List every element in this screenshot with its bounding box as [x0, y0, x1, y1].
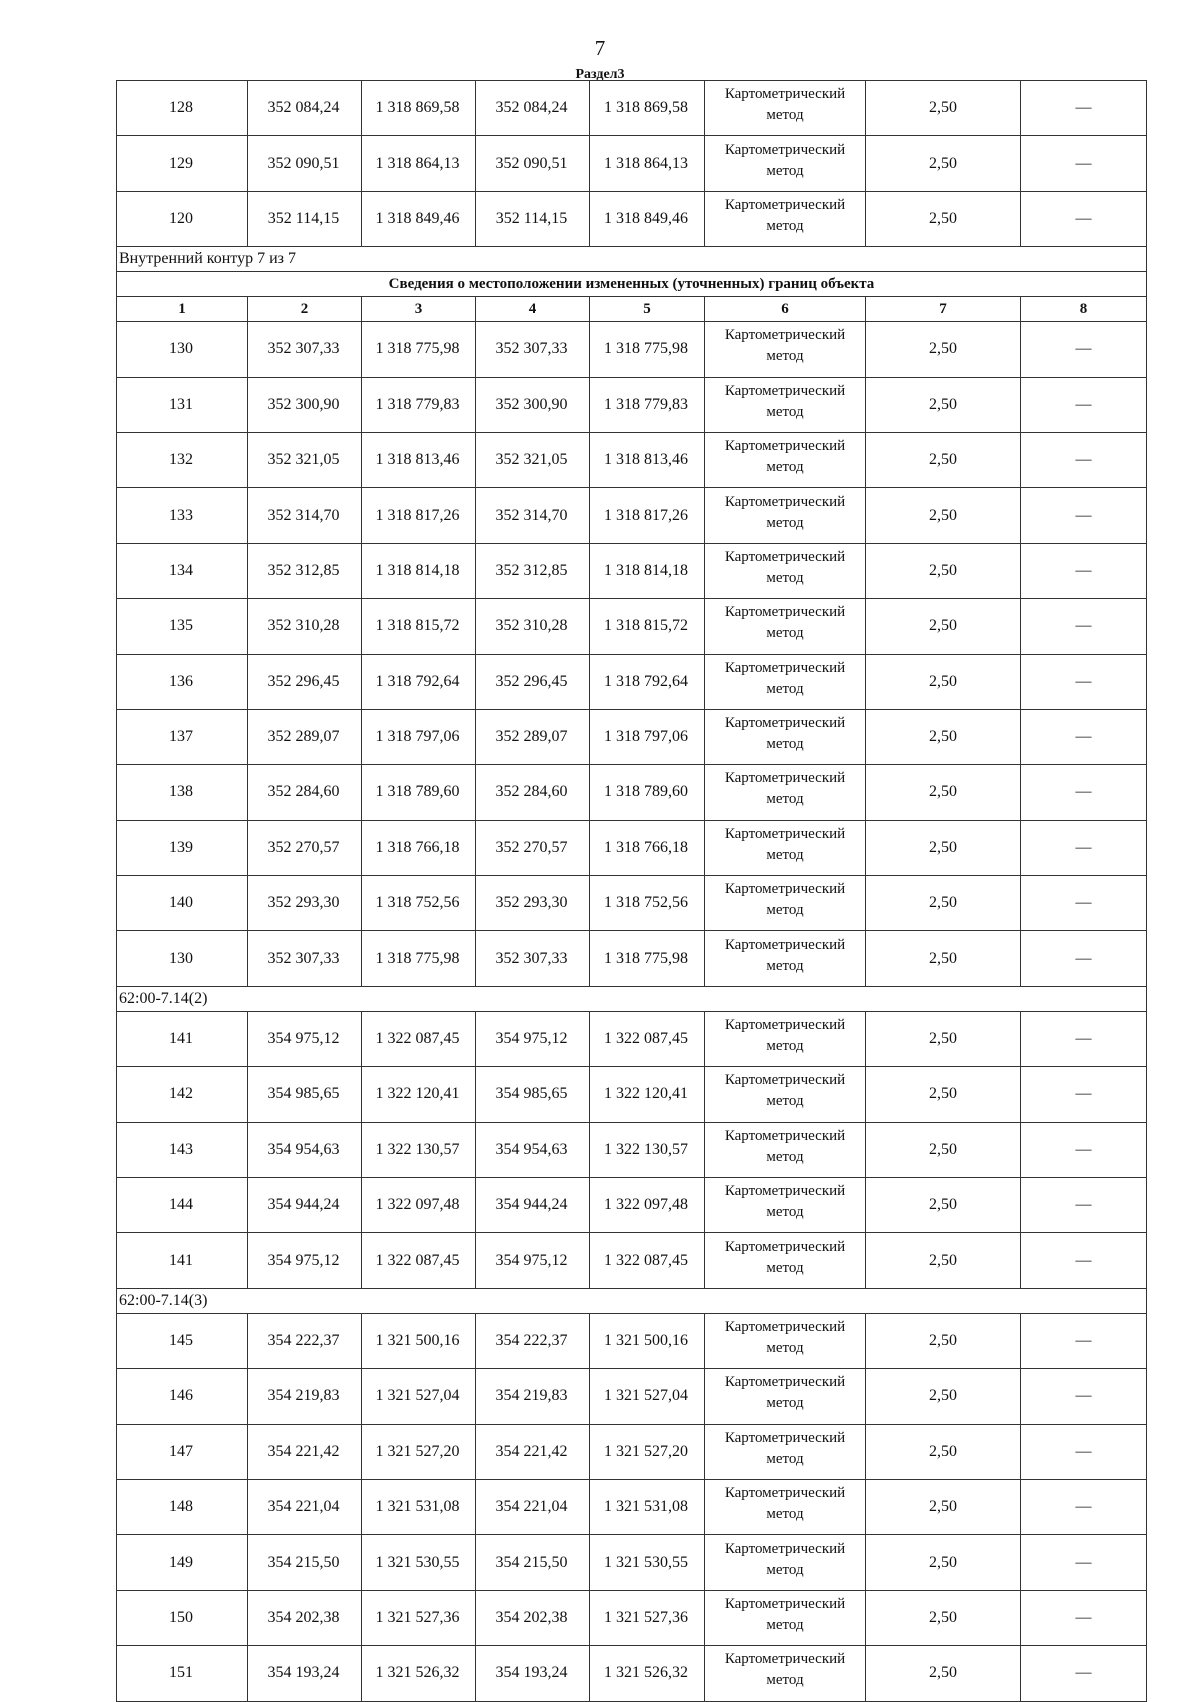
point-number-cell: 141	[117, 1233, 248, 1288]
x-coord-cell: 352 289,07	[476, 709, 590, 764]
method-cell: Картометрический метод	[705, 709, 866, 764]
point-number-cell: 135	[117, 599, 248, 654]
y-coord-cell: 1 322 120,41	[362, 1067, 476, 1122]
y-coord-cell: 1 318 789,60	[362, 765, 476, 820]
method-cell: Картометрический метод	[705, 820, 866, 875]
y-coord-cell: 1 318 849,46	[362, 191, 476, 246]
precision-cell: 2,50	[866, 1122, 1021, 1177]
precision-cell: 2,50	[866, 1424, 1021, 1479]
method-cell: Картометрический метод	[705, 654, 866, 709]
column-number: 8	[1021, 297, 1147, 322]
precision-cell: 2,50	[866, 1011, 1021, 1066]
method-cell: Картометрический метод	[705, 81, 866, 136]
section-title: Раздел3	[575, 67, 625, 82]
precision-cell: 2,50	[866, 136, 1021, 191]
dash-cell: —	[1021, 191, 1147, 246]
x-coord-cell: 352 310,28	[476, 599, 590, 654]
table-row	[117, 820, 1147, 875]
dash-cell: —	[1021, 765, 1147, 820]
method-cell: Картометрический метод	[705, 432, 866, 487]
contour-label: 62:00-7.14(2)	[117, 986, 1147, 1011]
y-coord-cell: 1 321 527,20	[362, 1424, 476, 1479]
dash-cell: —	[1021, 432, 1147, 487]
y-coord-cell: 1 318 817,26	[590, 488, 705, 543]
point-number-cell: 139	[117, 820, 248, 875]
table-row	[117, 81, 1147, 136]
precision-cell: 2,50	[866, 1369, 1021, 1424]
dash-cell: —	[1021, 654, 1147, 709]
point-number-cell: 141	[117, 1011, 248, 1066]
dash-cell: —	[1021, 599, 1147, 654]
x-coord-cell: 352 300,90	[476, 377, 590, 432]
method-cell: Картометрический метод	[705, 1122, 866, 1177]
y-coord-cell: 1 318 815,72	[590, 599, 705, 654]
precision-cell: 2,50	[866, 709, 1021, 764]
y-coord-cell: 1 322 087,45	[590, 1233, 705, 1288]
x-coord-cell: 352 310,28	[248, 599, 362, 654]
method-cell: Картометрический метод	[705, 1011, 866, 1066]
x-coord-cell: 352 307,33	[248, 322, 362, 377]
point-number-cell: 129	[117, 136, 248, 191]
precision-cell: 2,50	[866, 820, 1021, 875]
precision-cell: 2,50	[866, 322, 1021, 377]
y-coord-cell: 1 318 815,72	[362, 599, 476, 654]
dash-cell: —	[1021, 1369, 1147, 1424]
x-coord-cell: 352 084,24	[248, 81, 362, 136]
point-number-cell: 134	[117, 543, 248, 598]
point-number-cell: 140	[117, 876, 248, 931]
precision-cell: 2,50	[866, 1067, 1021, 1122]
precision-cell: 2,50	[866, 1535, 1021, 1590]
y-coord-cell: 1 318 766,18	[362, 820, 476, 875]
x-coord-cell: 352 284,60	[248, 765, 362, 820]
table-row	[117, 1424, 1147, 1479]
precision-cell: 2,50	[866, 654, 1021, 709]
table-row	[117, 876, 1147, 931]
x-coord-cell: 352 296,45	[248, 654, 362, 709]
dash-cell: —	[1021, 1590, 1147, 1645]
dash-cell: —	[1021, 377, 1147, 432]
x-coord-cell: 352 084,24	[476, 81, 590, 136]
y-coord-cell: 1 318 775,98	[590, 931, 705, 986]
precision-cell: 2,50	[866, 1233, 1021, 1288]
dash-cell: —	[1021, 81, 1147, 136]
dash-cell: —	[1021, 543, 1147, 598]
table-row	[117, 765, 1147, 820]
y-coord-cell: 1 318 775,98	[590, 322, 705, 377]
table-row	[117, 1369, 1147, 1424]
table-row	[117, 136, 1147, 191]
x-coord-cell: 352 307,33	[476, 931, 590, 986]
y-coord-cell: 1 318 766,18	[590, 820, 705, 875]
y-coord-cell: 1 318 814,18	[362, 543, 476, 598]
contour-label: Внутренний контур 7 из 7	[117, 247, 1147, 272]
y-coord-cell: 1 318 869,58	[590, 81, 705, 136]
x-coord-cell: 352 090,51	[248, 136, 362, 191]
method-cell: Картометрический метод	[705, 1067, 866, 1122]
table-row	[117, 1535, 1147, 1590]
precision-cell: 2,50	[866, 191, 1021, 246]
table-row	[117, 543, 1147, 598]
column-number: 4	[476, 297, 590, 322]
point-number-cell: 147	[117, 1424, 248, 1479]
method-cell: Картометрический метод	[705, 1646, 866, 1701]
method-cell: Картометрический метод	[705, 1424, 866, 1479]
method-cell: Картометрический метод	[705, 599, 866, 654]
y-coord-cell: 1 322 087,45	[362, 1233, 476, 1288]
column-number: 5	[590, 297, 705, 322]
y-coord-cell: 1 318 752,56	[590, 876, 705, 931]
table-row	[117, 1122, 1147, 1177]
point-number-cell: 143	[117, 1122, 248, 1177]
y-coord-cell: 1 318 752,56	[362, 876, 476, 931]
precision-cell: 2,50	[866, 432, 1021, 487]
x-coord-cell: 354 222,37	[248, 1313, 362, 1368]
x-coord-cell: 354 193,24	[476, 1646, 590, 1701]
table-row	[117, 322, 1147, 377]
y-coord-cell: 1 322 087,45	[362, 1011, 476, 1066]
precision-cell: 2,50	[866, 1479, 1021, 1534]
y-coord-cell: 1 318 797,06	[362, 709, 476, 764]
y-coord-cell: 1 318 869,58	[362, 81, 476, 136]
y-coord-cell: 1 321 500,16	[362, 1313, 476, 1368]
method-cell: Картометрический метод	[705, 765, 866, 820]
table-row	[117, 599, 1147, 654]
method-cell: Картометрический метод	[705, 1313, 866, 1368]
column-number: 6	[705, 297, 866, 322]
y-coord-cell: 1 321 500,16	[590, 1313, 705, 1368]
x-coord-cell: 352 321,05	[248, 432, 362, 487]
dash-cell: —	[1021, 1011, 1147, 1066]
point-number-cell: 151	[117, 1646, 248, 1701]
table-row	[117, 1178, 1147, 1233]
point-number-cell: 132	[117, 432, 248, 487]
x-coord-cell: 354 221,04	[476, 1479, 590, 1534]
x-coord-cell: 352 296,45	[476, 654, 590, 709]
x-coord-cell: 352 314,70	[476, 488, 590, 543]
x-coord-cell: 354 215,50	[476, 1535, 590, 1590]
y-coord-cell: 1 322 097,48	[590, 1178, 705, 1233]
column-number: 3	[362, 297, 476, 322]
table-row	[117, 654, 1147, 709]
precision-cell: 2,50	[866, 488, 1021, 543]
x-coord-cell: 352 270,57	[476, 820, 590, 875]
x-coord-cell: 354 221,42	[476, 1424, 590, 1479]
dash-cell: —	[1021, 876, 1147, 931]
table-row	[117, 1590, 1147, 1645]
method-cell: Картометрический метод	[705, 1535, 866, 1590]
y-coord-cell: 1 318 813,46	[362, 432, 476, 487]
point-number-cell: 131	[117, 377, 248, 432]
dash-cell: —	[1021, 1178, 1147, 1233]
method-cell: Картометрический метод	[705, 1369, 866, 1424]
x-coord-cell: 352 090,51	[476, 136, 590, 191]
point-number-cell: 138	[117, 765, 248, 820]
precision-cell: 2,50	[866, 81, 1021, 136]
x-coord-cell: 354 985,65	[476, 1067, 590, 1122]
y-coord-cell: 1 321 527,04	[590, 1369, 705, 1424]
y-coord-cell: 1 321 527,36	[362, 1590, 476, 1645]
dash-cell: —	[1021, 488, 1147, 543]
dash-cell: —	[1021, 931, 1147, 986]
point-number-cell: 136	[117, 654, 248, 709]
y-coord-cell: 1 321 527,04	[362, 1369, 476, 1424]
dash-cell: —	[1021, 820, 1147, 875]
dash-cell: —	[1021, 1233, 1147, 1288]
precision-cell: 2,50	[866, 377, 1021, 432]
dash-cell: —	[1021, 1424, 1147, 1479]
y-coord-cell: 1 321 527,20	[590, 1424, 705, 1479]
x-coord-cell: 354 215,50	[248, 1535, 362, 1590]
method-cell: Картометрический метод	[705, 931, 866, 986]
dash-cell: —	[1021, 1122, 1147, 1177]
table-row	[117, 1067, 1147, 1122]
y-coord-cell: 1 322 097,48	[362, 1178, 476, 1233]
y-coord-cell: 1 318 864,13	[590, 136, 705, 191]
y-coord-cell: 1 321 527,36	[590, 1590, 705, 1645]
x-coord-cell: 354 202,38	[248, 1590, 362, 1645]
table-row	[117, 709, 1147, 764]
y-coord-cell: 1 318 789,60	[590, 765, 705, 820]
section-heading: Сведения о местоположении измененных (уточненных) границ объекта	[117, 272, 1147, 297]
y-coord-cell: 1 322 120,41	[590, 1067, 705, 1122]
column-number: 2	[248, 297, 362, 322]
table-row	[117, 1313, 1147, 1368]
y-coord-cell: 1 318 779,83	[590, 377, 705, 432]
y-coord-cell: 1 321 531,08	[590, 1479, 705, 1534]
table-row	[117, 377, 1147, 432]
table-row	[117, 1011, 1147, 1066]
table-row	[117, 432, 1147, 487]
x-coord-cell: 354 985,65	[248, 1067, 362, 1122]
x-coord-cell: 352 300,90	[248, 377, 362, 432]
table-row	[117, 931, 1147, 986]
x-coord-cell: 354 954,63	[248, 1122, 362, 1177]
point-number-cell: 137	[117, 709, 248, 764]
x-coord-cell: 354 222,37	[476, 1313, 590, 1368]
x-coord-cell: 354 221,42	[248, 1424, 362, 1479]
table-row	[117, 1479, 1147, 1534]
point-number-cell: 149	[117, 1535, 248, 1590]
contour-label-row	[117, 247, 1147, 272]
y-coord-cell: 1 318 813,46	[590, 432, 705, 487]
x-coord-cell: 352 284,60	[476, 765, 590, 820]
y-coord-cell: 1 318 792,64	[362, 654, 476, 709]
x-coord-cell: 352 289,07	[248, 709, 362, 764]
precision-cell: 2,50	[866, 1590, 1021, 1645]
x-coord-cell: 352 270,57	[248, 820, 362, 875]
column-numbers-row	[117, 297, 1147, 322]
contour-label-row	[117, 986, 1147, 1011]
dash-cell: —	[1021, 1535, 1147, 1590]
x-coord-cell: 352 293,30	[248, 876, 362, 931]
y-coord-cell: 1 322 130,57	[590, 1122, 705, 1177]
dash-cell: —	[1021, 1313, 1147, 1368]
y-coord-cell: 1 318 775,98	[362, 322, 476, 377]
precision-cell: 2,50	[866, 1178, 1021, 1233]
x-coord-cell: 354 975,12	[476, 1011, 590, 1066]
x-coord-cell: 352 307,33	[248, 931, 362, 986]
x-coord-cell: 352 114,15	[476, 191, 590, 246]
x-coord-cell: 354 202,38	[476, 1590, 590, 1645]
method-cell: Картометрический метод	[705, 322, 866, 377]
contour-label-row	[117, 1288, 1147, 1313]
x-coord-cell: 352 307,33	[476, 322, 590, 377]
x-coord-cell: 352 321,05	[476, 432, 590, 487]
coordinates-table	[116, 80, 1147, 1702]
contour-label: 62:00-7.14(3)	[117, 1288, 1147, 1313]
x-coord-cell: 354 193,24	[248, 1646, 362, 1701]
y-coord-cell: 1 321 530,55	[590, 1535, 705, 1590]
method-cell: Картометрический метод	[705, 377, 866, 432]
x-coord-cell: 354 221,04	[248, 1479, 362, 1534]
point-number-cell: 145	[117, 1313, 248, 1368]
x-coord-cell: 352 293,30	[476, 876, 590, 931]
y-coord-cell: 1 318 817,26	[362, 488, 476, 543]
y-coord-cell: 1 321 531,08	[362, 1479, 476, 1534]
precision-cell: 2,50	[866, 931, 1021, 986]
table-row	[117, 191, 1147, 246]
x-coord-cell: 354 975,12	[248, 1011, 362, 1066]
precision-cell: 2,50	[866, 1313, 1021, 1368]
table-row	[117, 1233, 1147, 1288]
point-number-cell: 130	[117, 322, 248, 377]
method-cell: Картометрический метод	[705, 1233, 866, 1288]
y-coord-cell: 1 321 526,32	[362, 1646, 476, 1701]
precision-cell: 2,50	[866, 543, 1021, 598]
point-number-cell: 146	[117, 1369, 248, 1424]
table-row	[117, 488, 1147, 543]
x-coord-cell: 352 312,85	[476, 543, 590, 598]
x-coord-cell: 354 975,12	[248, 1233, 362, 1288]
precision-cell: 2,50	[866, 599, 1021, 654]
x-coord-cell: 354 219,83	[476, 1369, 590, 1424]
y-coord-cell: 1 322 087,45	[590, 1011, 705, 1066]
column-number: 7	[866, 297, 1021, 322]
dash-cell: —	[1021, 709, 1147, 764]
precision-cell: 2,50	[866, 1646, 1021, 1701]
x-coord-cell: 352 312,85	[248, 543, 362, 598]
y-coord-cell: 1 318 792,64	[590, 654, 705, 709]
point-number-cell: 128	[117, 81, 248, 136]
dash-cell: —	[1021, 1067, 1147, 1122]
y-coord-cell: 1 321 530,55	[362, 1535, 476, 1590]
dash-cell: —	[1021, 1479, 1147, 1534]
x-coord-cell: 354 975,12	[476, 1233, 590, 1288]
y-coord-cell: 1 321 526,32	[590, 1646, 705, 1701]
method-cell: Картометрический метод	[705, 488, 866, 543]
dash-cell: —	[1021, 1646, 1147, 1701]
point-number-cell: 150	[117, 1590, 248, 1645]
y-coord-cell: 1 318 779,83	[362, 377, 476, 432]
page-number: 7	[594, 36, 606, 60]
point-number-cell: 144	[117, 1178, 248, 1233]
y-coord-cell: 1 318 775,98	[362, 931, 476, 986]
method-cell: Картометрический метод	[705, 1590, 866, 1645]
method-cell: Картометрический метод	[705, 543, 866, 598]
point-number-cell: 120	[117, 191, 248, 246]
method-cell: Картометрический метод	[705, 1178, 866, 1233]
dash-cell: —	[1021, 322, 1147, 377]
x-coord-cell: 352 314,70	[248, 488, 362, 543]
y-coord-cell: 1 318 814,18	[590, 543, 705, 598]
y-coord-cell: 1 318 849,46	[590, 191, 705, 246]
method-cell: Картометрический метод	[705, 136, 866, 191]
x-coord-cell: 354 954,63	[476, 1122, 590, 1177]
point-number-cell: 148	[117, 1479, 248, 1534]
method-cell: Картометрический метод	[705, 876, 866, 931]
point-number-cell: 133	[117, 488, 248, 543]
method-cell: Картометрический метод	[705, 1479, 866, 1534]
point-number-cell: 142	[117, 1067, 248, 1122]
x-coord-cell: 352 114,15	[248, 191, 362, 246]
y-coord-cell: 1 318 864,13	[362, 136, 476, 191]
method-cell: Картометрический метод	[705, 191, 866, 246]
x-coord-cell: 354 944,24	[248, 1178, 362, 1233]
y-coord-cell: 1 318 797,06	[590, 709, 705, 764]
precision-cell: 2,50	[866, 765, 1021, 820]
dash-cell: —	[1021, 136, 1147, 191]
point-number-cell: 130	[117, 931, 248, 986]
precision-cell: 2,50	[866, 876, 1021, 931]
section-heading-row	[117, 272, 1147, 297]
x-coord-cell: 354 219,83	[248, 1369, 362, 1424]
x-coord-cell: 354 944,24	[476, 1178, 590, 1233]
y-coord-cell: 1 322 130,57	[362, 1122, 476, 1177]
column-number: 1	[117, 297, 248, 322]
table-row	[117, 1646, 1147, 1701]
